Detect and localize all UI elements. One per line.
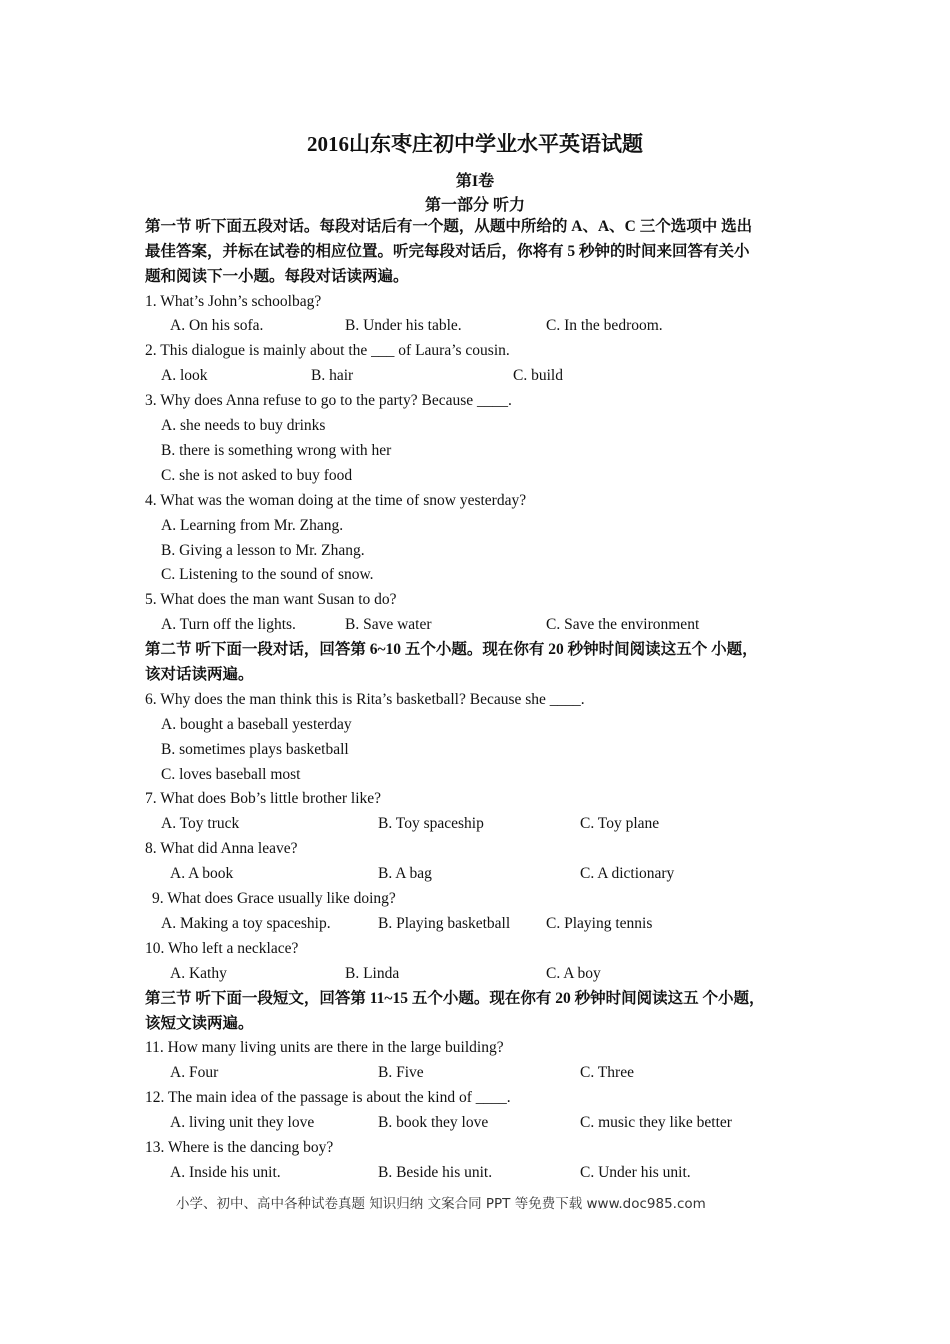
section2-instruction-line1: 第二节 听下面一段对话，回答第 6~10 五个小题。现在你有 20 秒钟时间阅读这五个 小题， <box>145 641 758 658</box>
question-5: 5. What does the man want Susan to do? <box>145 591 397 608</box>
q10-option-c: C. A boy <box>546 965 601 982</box>
page-footer: 小学、初中、高中各种试卷真题 知识归纳 文案合同 PPT 等免费下载 www.doc985.com <box>176 1196 706 1212</box>
question-2: 2. This dialogue is mainly about the ___ of Laura’s cousin. <box>145 342 510 359</box>
q12-option-b: B. book they love <box>378 1114 489 1131</box>
q11-option-a: A. Four <box>170 1064 219 1081</box>
q6-option-b: B. sometimes plays basketball <box>161 741 349 758</box>
q12-option-a: A. living unit they love <box>170 1114 315 1131</box>
q9-option-b: B. Playing basketball <box>378 915 511 932</box>
q2-option-c: C. build <box>513 367 563 384</box>
section3-instruction-line2: 该短文读两遍。 <box>145 1015 254 1032</box>
q10-option-b: B. Linda <box>345 965 400 982</box>
q2-option-a: A. look <box>161 367 208 384</box>
q12-option-c: C. music they like better <box>580 1114 732 1131</box>
question-4: 4. What was the woman doing at the time of snow yesterday? <box>145 492 527 509</box>
question-7: 7. What does Bob’s little brother like? <box>145 790 382 807</box>
q1-option-c: C. In the bedroom. <box>546 317 663 334</box>
q5-option-a: A. Turn off the lights. <box>161 616 296 633</box>
q8-option-a: A. A book <box>170 865 234 882</box>
q5-option-b: B. Save water <box>345 616 432 633</box>
q9-option-a: A. Making a toy spaceship. <box>161 915 331 932</box>
q4-option-c: C. Listening to the sound of snow. <box>161 566 374 583</box>
q8-option-c: C. A dictionary <box>580 865 675 882</box>
q1-option-a: A. On his sofa. <box>170 317 264 334</box>
question-12: 12. The main idea of the passage is about the kind of ____. <box>145 1089 511 1106</box>
q13-option-c: C. Under his unit. <box>580 1164 691 1181</box>
section1-instruction-line1: 第一节 听下面五段对话。每段对话后有一个题，从题中所给的 A、A、C 三个选项中 选出 <box>145 218 753 235</box>
q7-option-a: A. Toy truck <box>161 815 240 832</box>
q9-option-c: C. Playing tennis <box>546 915 653 932</box>
q8-option-b: B. A bag <box>378 865 432 882</box>
section1-instruction-line3: 题和阅读下一小题。每段对话读两遍。 <box>145 268 409 285</box>
question-13: 13. Where is the dancing boy? <box>145 1139 334 1156</box>
q6-option-a: A. bought a baseball yesterday <box>161 716 352 733</box>
question-8: 8. What did Anna leave? <box>145 840 298 857</box>
question-11: 11. How many living units are there in the large building? <box>145 1039 504 1056</box>
q13-option-b: B. Beside his unit. <box>378 1164 493 1181</box>
q10-option-a: A. Kathy <box>170 965 227 982</box>
document-title: 2016山东枣庄初中学业水平英语试题 <box>307 132 643 156</box>
q7-option-b: B. Toy spaceship <box>378 815 484 832</box>
question-9: 9. What does Grace usually like doing? <box>152 890 396 907</box>
q2-option-b: B. hair <box>311 367 354 384</box>
q5-option-c: C. Save the environment <box>546 616 700 633</box>
question-3: 3. Why does Anna refuse to go to the party? Because ____. <box>145 392 512 409</box>
question-6: 6. Why does the man think this is Rita’s basketball? Because she ____. <box>145 691 585 708</box>
q6-option-c: C. loves baseball most <box>161 766 301 783</box>
volume-heading: 第I卷 <box>455 173 495 190</box>
q3-option-b: B. there is something wrong with her <box>161 442 392 459</box>
part-heading: 第一部分 听力 <box>424 197 525 214</box>
section1-instruction-line2: 最佳答案，并标在试卷的相应位置。听完每段对话后，你将有 5 秒钟的时间来回答有关小 <box>145 243 750 260</box>
q1-option-b: B. Under his table. <box>345 317 462 334</box>
q13-option-a: A. Inside his unit. <box>170 1164 281 1181</box>
q11-option-b: B. Five <box>378 1064 424 1081</box>
question-10: 10. Who left a necklace? <box>145 940 299 957</box>
q7-option-c: C. Toy plane <box>580 815 660 832</box>
q4-option-a: A. Learning from Mr. Zhang. <box>161 517 344 534</box>
question-1: 1. What’s John’s schoolbag? <box>145 293 322 310</box>
q4-option-b: B. Giving a lesson to Mr. Zhang. <box>161 542 365 559</box>
q11-option-c: C. Three <box>580 1064 634 1081</box>
section3-instruction-line1: 第三节 听下面一段短文，回答第 11~15 五个小题。现在你有 20 秒钟时间阅读这五 个小题， <box>145 990 765 1007</box>
section2-instruction-line2: 该对话读两遍。 <box>145 666 254 683</box>
q3-option-a: A. she needs to buy drinks <box>161 417 326 434</box>
q3-option-c: C. she is not asked to buy food <box>161 467 353 484</box>
